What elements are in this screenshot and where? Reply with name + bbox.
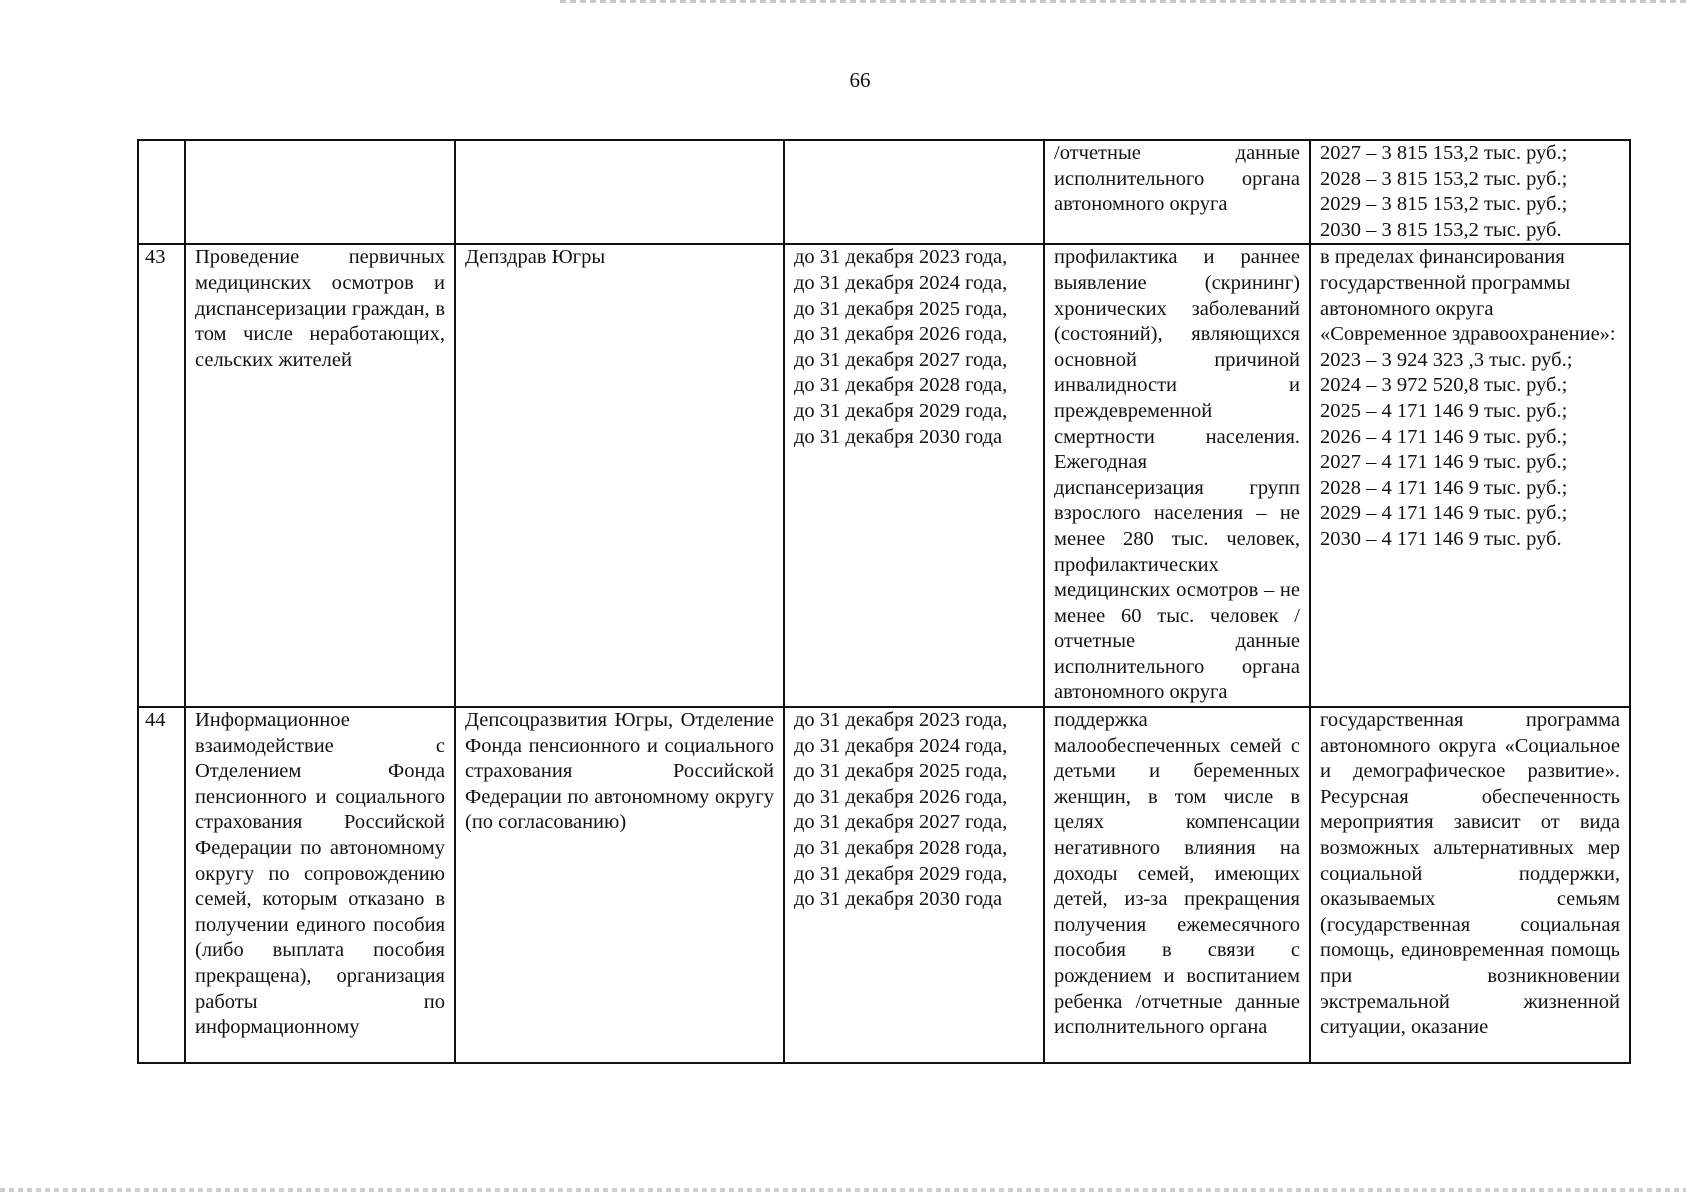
cell-funding: государственная программа автономного округа «Социальное и демографическое развитие». Ресурсная обеспеченность мероприятия зависит от вида возможных альтернативных мер социальной поддержки, оказываемых семьям (государственная социальная помощь, единовременная помощь при возникновении экстремальной жизненной ситуации, оказание	[1310, 707, 1630, 1063]
funding-line: 2027 – 3 815 153,2 тыс. руб.;	[1320, 142, 1568, 164]
date-line: до 31 декабря 2030 года	[794, 888, 1003, 911]
date-line: до 31 декабря 2029 года,	[794, 399, 1008, 422]
funding-line: 2028 – 4 171 146 9 тыс. руб.;	[1320, 476, 1568, 499]
cell-responsible: Депздрав Югры	[455, 244, 784, 707]
funding-line: 2030 – 4 171 146 9 тыс. руб.	[1320, 527, 1562, 550]
date-line: до 31 декабря 2025 года,	[794, 760, 1008, 783]
date-line: до 31 декабря 2023 года,	[794, 246, 1008, 269]
cell-number: 44	[138, 707, 185, 1063]
funding-line: 2029 – 3 815 153,2 тыс. руб.;	[1320, 193, 1568, 216]
cell-funding	[1310, 140, 1630, 244]
funding-line: 2030 – 3 815 153,2 тыс. руб.	[1320, 218, 1562, 241]
cell-number-empty	[138, 140, 185, 244]
funding-line: 2027 – 4 171 146 9 тыс. руб.;	[1320, 451, 1568, 474]
funding-line: 2028 – 3 815 153,2 тыс. руб.;	[1320, 167, 1568, 190]
table-row-44	[138, 707, 1630, 1063]
cell-dates-empty	[784, 140, 1044, 244]
date-line: до 31 декабря 2030 года	[794, 425, 1003, 448]
scan-edge-top	[560, 0, 1686, 3]
date-line: до 31 декабря 2024 года,	[794, 734, 1008, 757]
date-line: до 31 декабря 2023 года,	[794, 709, 1008, 732]
cell-dates	[784, 244, 1044, 707]
cell-event: Информационное взаимодействие с Отделением Фонда пенсионного и социального страхования Российской Федерации по автономному округу по сопровождению семей, которым отказано в получении единого пособия (либо выплата пособия прекращена), организация работы по информационному	[185, 707, 455, 1063]
date-line: до 31 декабря 2026 года,	[794, 323, 1008, 346]
cell-result: /отчетные данные исполнительного органа автономного округа	[1044, 140, 1310, 244]
date-line: до 31 декабря 2027 года,	[794, 348, 1008, 371]
funding-line: 2023 – 3 924 323 ,3 тыс. руб.;	[1320, 348, 1573, 371]
date-line: до 31 декабря 2024 года,	[794, 271, 1008, 294]
cell-funding	[1310, 244, 1630, 707]
cell-responsible: Депсоцразвития Югры, Отделение Фонда пенсионного и социального страхования Российской Федерации по автономному округу (по согласованию)	[455, 707, 784, 1063]
cell-dates	[784, 707, 1044, 1063]
page-number: 66	[849, 68, 871, 92]
funding-line: 2024 – 3 972 520,8 тыс. руб.;	[1320, 374, 1568, 397]
date-line: до 31 декабря 2027 года,	[794, 811, 1008, 834]
funding-intro: в пределах финансирования государственной программы автономного округа «Современное здравоохранение»:	[1320, 246, 1616, 346]
cell-number: 43	[138, 244, 185, 707]
cell-responsible-empty	[455, 140, 784, 244]
measures-table	[137, 139, 1631, 1064]
table-row-43	[138, 244, 1630, 707]
funding-line: 2026 – 4 171 146 9 тыс. руб.;	[1320, 425, 1568, 448]
date-line: до 31 декабря 2028 года,	[794, 374, 1008, 397]
scan-edge-bottom	[0, 1188, 1686, 1192]
date-line: до 31 декабря 2025 года,	[794, 297, 1008, 320]
funding-line: 2029 – 4 171 146 9 тыс. руб.;	[1320, 502, 1568, 525]
table-row-continued	[138, 140, 1630, 244]
cell-result: профилактика и раннее выявление (скрининг) хронических заболеваний (состояний), являющихся основной причиной инвалидности и преждевременной смертности населения. Ежегодная диспансеризация групп взрослого населения – не менее 280 тыс. человек, профилактических медицинских осмотров – не менее 60 тыс. человек /отчетные данные исполнительного органа автономного округа	[1044, 244, 1310, 707]
cell-event-empty	[185, 140, 455, 244]
cell-event: Проведение первичных медицинских осмотров и диспансеризации граждан, в том числе неработающих, сельских жителей	[185, 244, 455, 707]
date-line: до 31 декабря 2026 года,	[794, 785, 1008, 808]
funding-line: 2025 – 4 171 146 9 тыс. руб.;	[1320, 399, 1568, 422]
date-line: до 31 декабря 2028 года,	[794, 837, 1008, 860]
date-line: до 31 декабря 2029 года,	[794, 862, 1008, 885]
cell-result: поддержка малообеспеченных семей с детьми и беременных женщин, в том числе в целях компенсации негативного влияния на доходы семей, имеющих детей, из-за прекращения получения ежемесячного пособия в связи с рождением и воспитанием ребенка /отчетные данные исполнительного органа	[1044, 707, 1310, 1063]
